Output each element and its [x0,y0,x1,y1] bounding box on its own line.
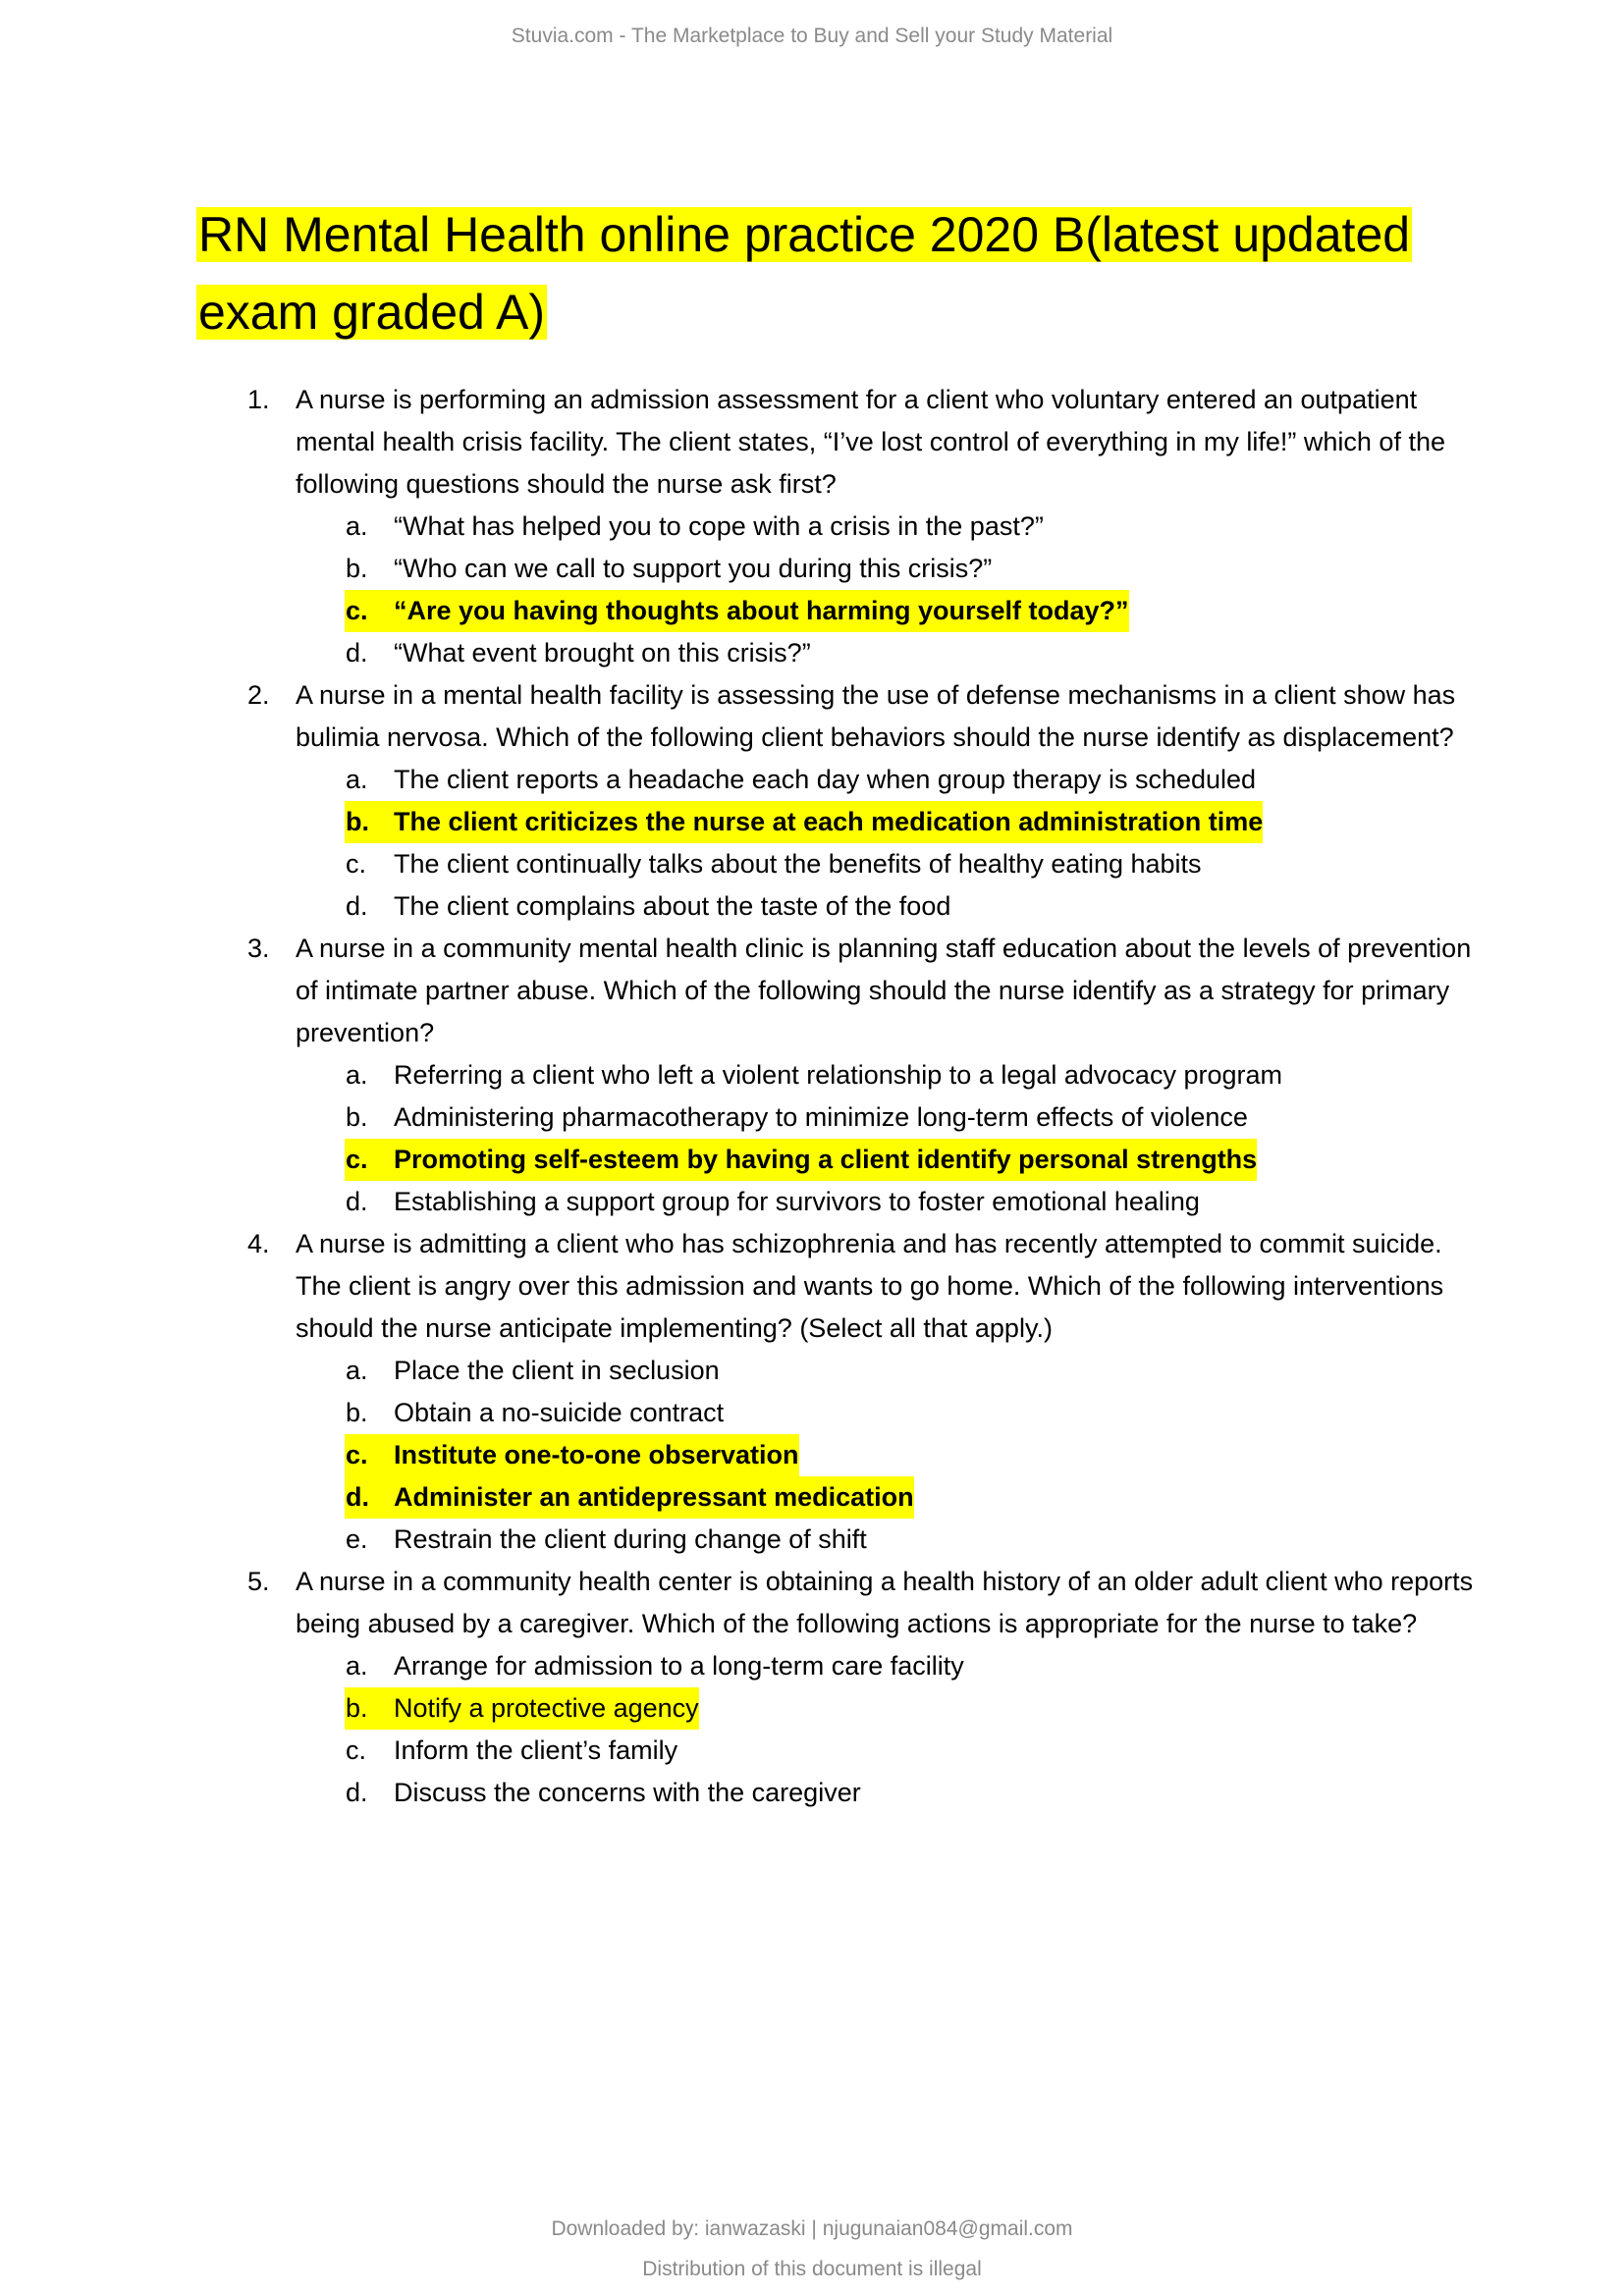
option-text: Inform the client’s family [394,1735,678,1765]
option-letter: a. [346,511,368,541]
title-line-1: RN Mental Health online practice 2020 B(latest updated [198,207,1411,262]
question-text: A nurse in a community health center is obtaining a health history of an older adult client who reports being abused by a caregiver. Which of the following actions is appropriate for the nurse to take? [296,1567,1474,1638]
option-text: “Who can we call to support you during this crisis?” [394,554,993,583]
option-item [196,1350,1483,1392]
question-item [196,1561,1483,1814]
option-letter: b. [346,1398,368,1427]
option-item [196,1054,1483,1096]
option-letter: d. [346,638,368,667]
option-item-correct [196,801,1483,843]
option-highlight [345,885,950,928]
option-list [296,506,1483,674]
option-letter: a. [346,1651,368,1681]
question-number: 4. [247,1229,270,1258]
option-highlight [345,506,1044,548]
option-letter: d. [346,1187,368,1216]
option-text: “Are you having thoughts about harming yourself today?” [394,596,1129,625]
option-text: Referring a client who left a violent relationship to a legal advocacy program [394,1060,1282,1090]
option-text: Institute one-to-one observation [394,1440,799,1469]
option-item [196,1519,1483,1561]
question-item [196,928,1483,1223]
option-list [296,1350,1483,1561]
option-text: Administer an antidepressant medication [394,1482,914,1512]
option-text: The client complains about the taste of the food [394,891,951,921]
option-item [196,1772,1483,1814]
option-highlight [345,1392,724,1434]
option-highlight [345,759,1256,801]
option-list [296,759,1483,928]
option-text: “What has helped you to cope with a crisis in the past?” [394,511,1044,541]
option-highlight [345,632,811,674]
option-item [196,506,1483,548]
option-letter: a. [346,1060,368,1090]
option-letter: c. [346,1735,367,1765]
option-item [196,885,1483,928]
question-item [196,379,1483,674]
download-notice: Downloaded by: ianwazaski | njugunaian084@gmail.com [551,2217,1073,2240]
option-item [196,1645,1483,1687]
option-letter: a. [346,1356,368,1385]
option-letter: b. [346,1693,368,1723]
title-line-2: exam graded A) [198,285,545,340]
question-text: A nurse is admitting a client who has schizophrenia and has recently attempted to commit suicide. The client is angry over this admission and wants to go home. Which of the following interventions should the nurse anticipate implementing? (Select all that apply.) [296,1229,1444,1343]
question-item [196,674,1483,928]
option-highlight [345,1139,1257,1181]
option-text: Discuss the concerns with the caregiver [394,1778,861,1807]
option-item-correct [196,1434,1483,1476]
distribution-notice: Distribution of this document is illegal [642,2258,982,2280]
option-item-correct [196,1687,1483,1730]
option-highlight [345,1350,720,1392]
option-list [296,1645,1483,1814]
option-text: The client criticizes the nurse at each medication administration time [394,807,1264,836]
option-letter: e. [346,1524,368,1554]
question-number: 3. [247,934,270,963]
question-number: 5. [247,1567,270,1596]
option-item-correct [196,1139,1483,1181]
option-letter: c. [346,596,368,625]
question-number: 1. [247,385,270,414]
option-text: Administering pharmacotherapy to minimize long-term effects of violence [394,1102,1248,1132]
option-letter: b. [346,1102,368,1132]
option-item-correct [196,590,1483,632]
option-item [196,759,1483,801]
option-letter: c. [346,1440,368,1469]
option-highlight [345,1645,964,1687]
option-highlight [345,590,1129,632]
option-letter: d. [346,1778,368,1807]
option-letter: a. [346,765,368,794]
question-text: A nurse is performing an admission assessment for a client who voluntary entered an outpatient mental health crisis facility. The client states, “I’ve lost control of everything in my life!” which of the following questions should the nurse ask first? [296,385,1445,499]
option-highlight [345,843,1202,885]
option-letter: b. [346,807,369,836]
question-item [196,1223,1483,1561]
question-text: A nurse in a community mental health clinic is planning staff education about the levels of prevention of intimate partner abuse. Which of the following should the nurse identify as a strategy for primary prevention? [296,934,1472,1047]
option-item [196,1096,1483,1139]
option-highlight [345,1096,1248,1139]
option-item [196,548,1483,590]
option-text: “What event brought on this crisis?” [394,638,811,667]
option-letter: c. [346,1145,368,1174]
option-text: Place the client in seclusion [394,1356,720,1385]
option-list [296,1054,1483,1223]
option-highlight [345,548,992,590]
question-list [196,379,1483,1814]
option-item [196,1181,1483,1223]
option-highlight [345,1054,1282,1096]
option-highlight [345,1519,867,1561]
option-item-correct [196,1476,1483,1519]
option-item [196,843,1483,885]
option-text: Obtain a no-suicide contract [394,1398,725,1427]
option-text: Establishing a support group for survivors to foster emotional healing [394,1187,1200,1216]
option-highlight [345,1476,914,1519]
option-letter: d. [346,1482,369,1512]
option-letter: b. [346,554,368,583]
option-letter: c. [346,849,367,879]
option-text: The client continually talks about the benefits of healthy eating habits [394,849,1202,879]
question-text: A nurse in a mental health facility is assessing the use of defense mechanisms in a client show has bulimia nervosa. Which of the following client behaviors should the nurse identify as displacement? [296,680,1456,752]
document-title [196,196,1473,351]
option-letter: d. [346,891,368,921]
option-item [196,1730,1483,1772]
option-item [196,1392,1483,1434]
option-highlight [345,801,1263,843]
option-highlight [345,1181,1200,1223]
option-highlight [345,1434,799,1476]
option-highlight [345,1687,699,1730]
question-number: 2. [247,680,270,710]
option-text: Notify a protective agency [394,1693,699,1723]
watermark-header: Stuvia.com - The Marketplace to Buy and Sell your Study Material [511,25,1113,47]
option-highlight [345,1730,677,1772]
option-highlight [345,1772,861,1814]
option-item [196,632,1483,674]
option-text: Arrange for admission to a long-term care facility [394,1651,964,1681]
option-text: Promoting self-esteem by having a client identify personal strengths [394,1145,1258,1174]
option-text: Restrain the client during change of shift [394,1524,867,1554]
option-text: The client reports a headache each day when group therapy is scheduled [394,765,1257,794]
